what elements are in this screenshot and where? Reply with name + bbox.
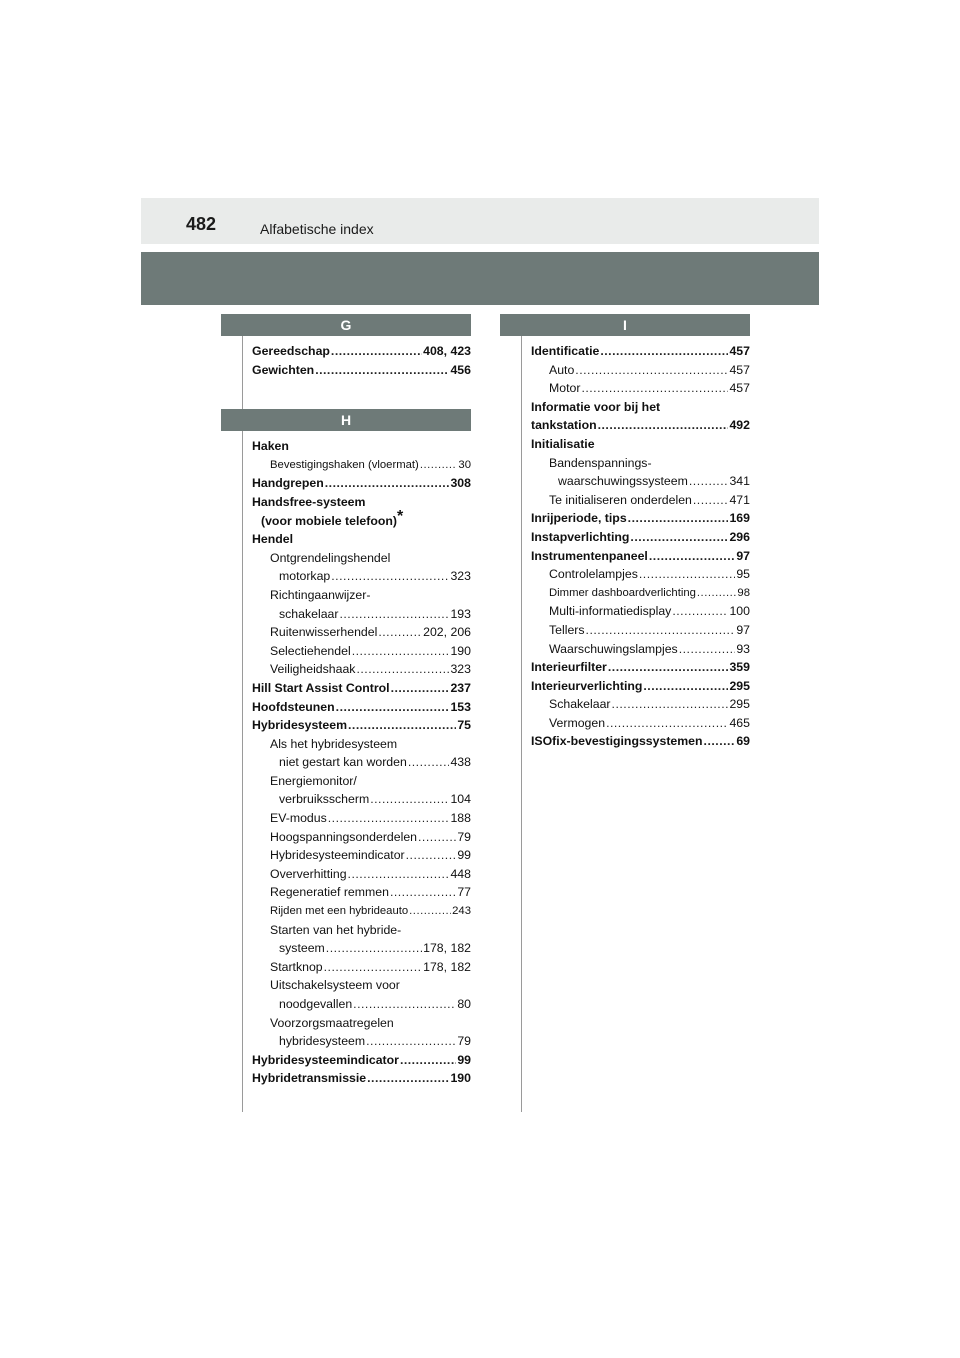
index-subheading: Uitschakelsysteem voor xyxy=(270,978,400,993)
index-entry[interactable]: Handgrepen ..... 308 xyxy=(252,474,471,493)
index-entry[interactable]: Hoogspanningsonderdelen ..... 79 xyxy=(252,828,471,847)
entries-i xyxy=(522,336,750,751)
index-entry[interactable]: hybridesysteem ..... 79 xyxy=(252,1032,471,1051)
page-number: 482 xyxy=(186,214,217,234)
index-entry[interactable]: schakelaar ..... 193 xyxy=(252,605,471,624)
index-entry[interactable]: Bevestigingshaken (vloermat) ..... 30 xyxy=(252,456,471,475)
letter-header-g: G xyxy=(221,314,471,336)
index-entry[interactable]: Identificatie ..... 457 xyxy=(531,342,750,361)
asterisk-mark: * xyxy=(396,507,404,525)
index-heading: Haken xyxy=(252,439,289,454)
letter-header-i: I xyxy=(500,314,750,336)
index-entry[interactable]: Ruitenwisserhendel ..... 202, 206 xyxy=(252,623,471,642)
index-subheading: Energiemonitor/ xyxy=(270,773,357,788)
index-entry[interactable]: Waarschuwingslampjes ..... 93 xyxy=(531,640,750,659)
index-entry[interactable]: Te initialiseren onderdelen ..... 471 xyxy=(531,491,750,510)
index-entry[interactable]: Inrijperiode, tips ..... 169 xyxy=(531,509,750,528)
index-entry[interactable]: Dimmer dashboardverlichting ..... 98 xyxy=(531,584,750,603)
index-entry[interactable]: Interieurverlichting ..... 295 xyxy=(531,677,750,696)
letter-header-h: H xyxy=(221,409,471,431)
index-entry[interactable]: Instrumentenpaneel ..... 97 xyxy=(531,547,750,566)
index-heading: Handsfree-systeem xyxy=(252,494,366,509)
index-entry[interactable]: Auto ..... 457 xyxy=(531,361,750,380)
index-subheading: Starten van het hybride- xyxy=(270,922,402,937)
index-entry[interactable]: Hill Start Assist Control ..... 237 xyxy=(252,679,471,698)
index-column-right xyxy=(522,314,750,751)
index-entry[interactable]: systeem ..... 178, 182 xyxy=(252,939,471,958)
index-subheading: Ontgrendelingshendel xyxy=(270,550,391,565)
index-entry[interactable]: waarschuwingssysteem ..... 341 xyxy=(531,472,750,491)
index-entry[interactable]: Gereedschap ..... 408, 423 xyxy=(252,342,471,361)
index-subheading: Bandenspannings- xyxy=(549,455,652,470)
entries-h xyxy=(243,431,471,1088)
index-entry[interactable]: noodgevallen ..... 80 xyxy=(252,995,471,1014)
index-entry[interactable]: Hybridetransmissie ..... 190 xyxy=(252,1069,471,1088)
index-entry[interactable]: Rijden met een hybrideauto ..... 243 xyxy=(252,902,471,921)
index-entry[interactable]: Hoofdsteunen ..... 153 xyxy=(252,698,471,717)
index-heading: Hendel xyxy=(252,532,293,547)
index-entry[interactable]: Hybridesysteem ..... 75 xyxy=(252,716,471,735)
index-entry[interactable]: Regeneratief remmen ..... 77 xyxy=(252,883,471,902)
index-column-left xyxy=(243,314,471,1088)
index-entry[interactable]: Controlelampjes ..... 95 xyxy=(531,565,750,584)
index-entry[interactable]: Interieurfilter ..... 359 xyxy=(531,658,750,677)
index-subheading: Voorzorgsmaatregelen xyxy=(270,1015,394,1030)
index-entry[interactable]: Veiligheidshaak ..... 323 xyxy=(252,660,471,679)
index-entry[interactable]: Multi-informatiedisplay ..... 100 xyxy=(531,602,750,621)
index-entry[interactable]: niet gestart kan worden ..... 438 xyxy=(252,753,471,772)
index-entry[interactable]: Selectiehendel ..... 190 xyxy=(252,642,471,661)
index-entry[interactable]: Vermogen ..... 465 xyxy=(531,714,750,733)
index-entry[interactable]: tankstation ..... 492 xyxy=(531,416,750,435)
index-heading: Initialisatie xyxy=(531,436,595,451)
index-entry[interactable]: Hybridesysteemindicator ..... 99 xyxy=(252,846,471,865)
header-band xyxy=(141,252,819,305)
entries-g xyxy=(243,336,471,379)
section-title: Alfabetische index xyxy=(260,221,374,237)
index-entry[interactable]: verbruiksscherm ..... 104 xyxy=(252,790,471,809)
index-entry[interactable]: Hybridesysteemindicator ..... 99 xyxy=(252,1051,471,1070)
index-entry[interactable]: Tellers ..... 97 xyxy=(531,621,750,640)
index-entry[interactable]: Startknop ..... 178, 182 xyxy=(252,958,471,977)
index-subheading: Als het hybridesysteem xyxy=(270,736,398,751)
index-entry[interactable]: EV-modus ..... 188 xyxy=(252,809,471,828)
header-strip xyxy=(141,198,819,244)
index-entry[interactable]: Gewichten ..... 456 xyxy=(252,361,471,380)
index-heading: Informatie voor bij het xyxy=(531,399,661,414)
index-entry[interactable]: Oververhitting ..... 448 xyxy=(252,865,471,884)
index-entry[interactable]: Motor ..... 457 xyxy=(531,379,750,398)
index-entry[interactable]: ISOfix-bevestigingssystemen ..... 69 xyxy=(531,732,750,751)
index-subheading: Richtingaanwijzer- xyxy=(270,587,371,602)
index-entry[interactable]: motorkap ..... 323 xyxy=(252,567,471,586)
index-entry[interactable]: Schakelaar ..... 295 xyxy=(531,695,750,714)
index-entry[interactable]: Instapverlichting ..... 296 xyxy=(531,528,750,547)
index-heading: (voor mobiele telefoon)* xyxy=(261,507,404,528)
